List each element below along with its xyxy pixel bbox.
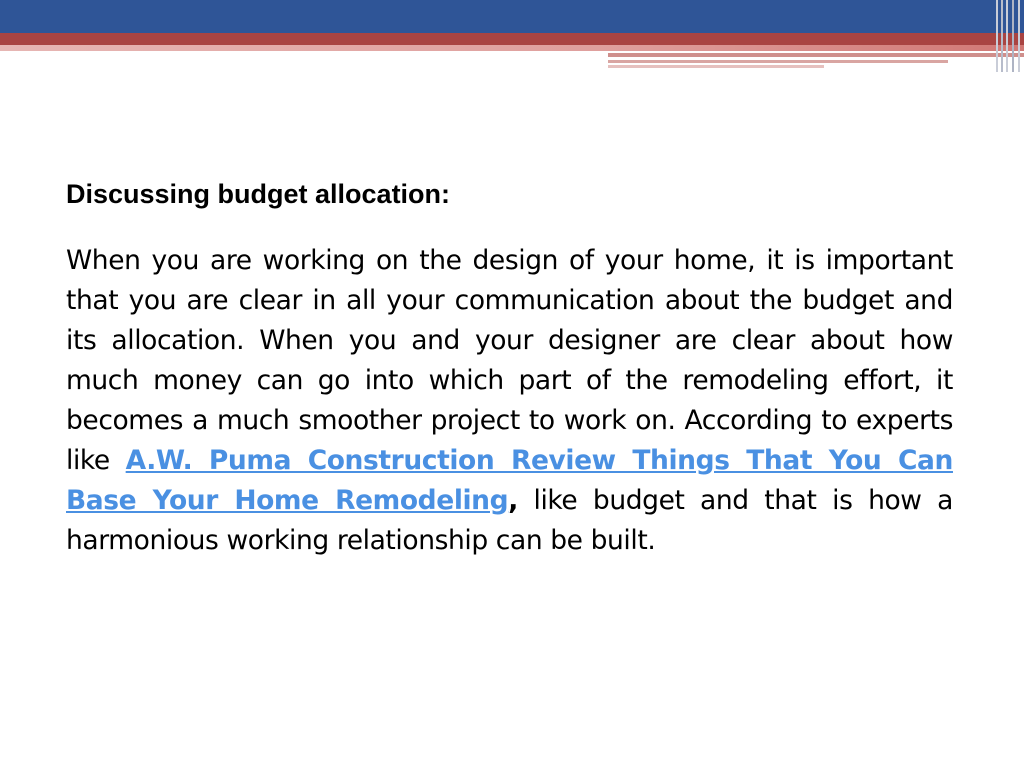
decorative-vertical-bar bbox=[1018, 0, 1020, 72]
top-red-band bbox=[0, 33, 1024, 45]
paragraph-text-after-link: like budget and that is how a harmonious working relationship can be built. bbox=[66, 485, 953, 556]
slide-content bbox=[66, 170, 953, 561]
paragraph-comma: , bbox=[508, 485, 518, 516]
slide-paragraph bbox=[66, 241, 953, 561]
top-blue-band bbox=[0, 0, 1024, 33]
decorative-vertical-bars bbox=[994, 0, 1024, 72]
decorative-vertical-bar bbox=[996, 0, 998, 72]
decorative-stripe bbox=[608, 65, 824, 68]
slide-heading: Discussing budget allocation: bbox=[66, 179, 451, 209]
decorative-stripe bbox=[608, 60, 948, 63]
top-red-fade-band bbox=[0, 45, 1024, 51]
paragraph-text-before-link: When you are working on the design of your home, it is important that you are clear in all your communication about the budget and its allocation. When you and your designer are clear about how much money can go into which part of the remodeling effort, it becomes a much smoother project to work on. According to experts like bbox=[66, 245, 953, 476]
decorative-vertical-bar bbox=[1006, 0, 1008, 72]
decorative-stripe bbox=[608, 53, 1024, 57]
decorative-vertical-bar bbox=[1001, 0, 1003, 72]
article-link[interactable]: A.W. Puma Construction Review Things That You Can Base Your Home Remodeling bbox=[66, 445, 953, 516]
decorative-vertical-bar bbox=[1012, 0, 1014, 72]
